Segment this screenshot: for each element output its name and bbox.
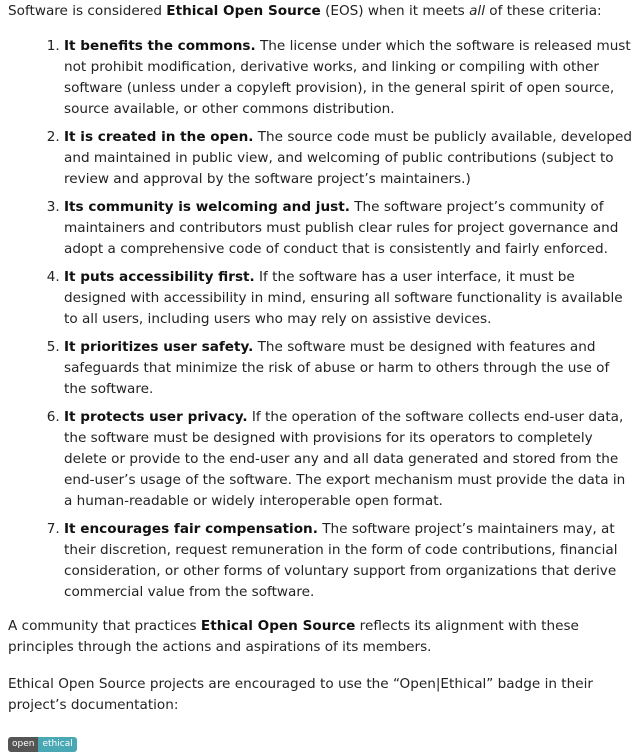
criteria-item	[64, 519, 632, 603]
intro-paragraph	[8, 1, 632, 22]
criteria-item-title: It benefits the commons.	[64, 38, 256, 54]
criteria-item-title: It encourages fair compensation.	[64, 521, 318, 537]
criteria-item	[64, 127, 632, 190]
criteria-item-title: It protects user privacy.	[64, 409, 248, 425]
intro-text-mid: (EOS) when it meets	[320, 3, 470, 19]
criteria-item-text: If the operation of the software collects end-user data, the software must be designed with provisions for its operators to completely delete or provide to the end-user any and all data generated and stored from the end-user’s usage of the software. The export mechanism must provide the data in a human-readable or widely interoperable open format.	[64, 409, 626, 509]
open-ethical-badge[interactable]	[8, 737, 77, 752]
criteria-item-text: The source code must be publicly available, developed and maintained in public view, and welcoming of public contributions (subject to review and approval by the software project’s maintainers.)	[64, 129, 632, 187]
criteria-item-text: The software must be designed with features and safeguards that minimize the risk of abuse or harm to others through the use of the software.	[64, 339, 610, 397]
intro-text-post: of these criteria:	[484, 3, 602, 19]
criteria-list	[8, 36, 632, 603]
criteria-item-title: It is created in the open.	[64, 129, 254, 145]
badge-note-paragraph: Ethical Open Source projects are encouraged to use the “Open|Ethical” badge in their project’s documentation:	[8, 676, 593, 713]
criteria-item-text: The license under which the software is released must not prohibit modification, derivative works, and linking or compiling with other software (unless under a copyleft provision), in the general spirit of open source, source available, or other commons distribution.	[64, 38, 631, 117]
community-strong: Ethical Open Source	[200, 618, 356, 634]
community-text-post: reflects its alignment with these principles through the actions and aspirations of its members.	[8, 618, 579, 655]
criteria-item	[64, 337, 632, 400]
badge-right-label: ethical	[38, 737, 76, 752]
criteria-item-title: It prioritizes user safety.	[64, 339, 254, 355]
criteria-item-title: Its community is welcoming and just.	[64, 199, 350, 215]
community-paragraph	[8, 616, 632, 658]
intro-emphasis: all	[469, 3, 485, 19]
criteria-item-text: The software project’s community of maintainers and contributors must publish clear rules for project governance and adopt a comprehensive code of conduct that is consistently and fairly enforced.	[64, 199, 619, 257]
criteria-item-title: It puts accessibility first.	[64, 269, 255, 285]
criteria-item	[64, 197, 632, 260]
criteria-item	[64, 267, 632, 330]
intro-text-pre: Software is considered	[8, 3, 167, 19]
intro-strong: Ethical Open Source	[166, 3, 321, 19]
criteria-item-text: If the software has a user interface, it must be designed with accessibility in mind, ensuring all software functionality is available to all users, including users who may rely on assistive devices.	[64, 269, 623, 327]
criteria-item	[64, 36, 632, 120]
badge-left-label: open	[8, 737, 38, 752]
community-text-pre: A community that practices	[8, 618, 201, 634]
criteria-item-text: The software project’s maintainers may, at their discretion, request remuneration in the form of code contributions, financial consideration, or other forms of voluntary support from organizations that derive commercial value from the software.	[64, 521, 618, 600]
criteria-item	[64, 407, 632, 512]
